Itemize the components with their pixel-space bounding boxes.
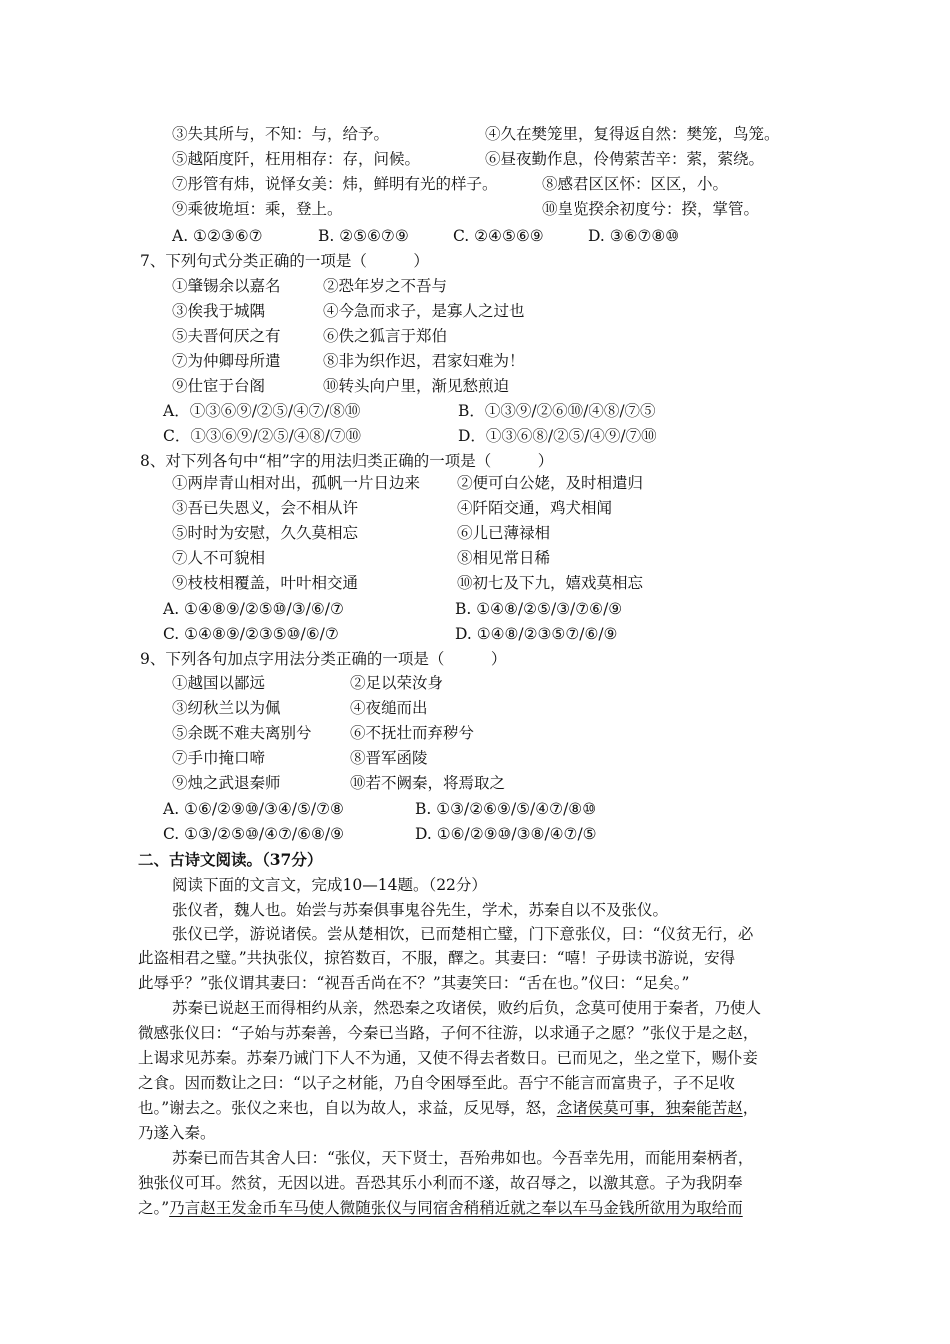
q9-item-2: ②足以荣汝身 xyxy=(350,674,444,692)
q6-option-6: ⑥昼夜勤作息，伶俜萦苦辛：萦，萦绕。 xyxy=(485,150,765,168)
q9-item-7: ⑦手巾掩口啼 xyxy=(172,749,266,767)
q7-item-4: ④今急而求子，是寡人之过也 xyxy=(323,302,525,320)
q6-answer-b: B. ②⑤⑥⑦⑨ xyxy=(318,227,409,245)
passage-para-3-line-6: 乃遂入秦。 xyxy=(138,1124,216,1142)
q6-answer-d: D. ③⑥⑦⑧⑩ xyxy=(588,227,680,245)
passage-para-1: 张仪者，魏人也。始尝与苏秦俱事鬼谷先生，学术，苏秦自以不及张仪。 xyxy=(172,901,669,919)
q8-item-4: ④阡陌交通，鸡犬相闻 xyxy=(457,499,613,517)
q9-answer-c: C. ①③/②⑤⑩/④⑦/⑥⑧/⑨ xyxy=(163,825,345,843)
passage-para-4-line-1: 苏秦已而告其舍人曰：“张仪，天下贤士，吾殆弗如也。今吾幸先用，而能用秦柄者， xyxy=(172,1149,754,1167)
q7-item-6: ⑥佚之狐言于郑伯 xyxy=(323,327,448,345)
passage-para-3-line-5 xyxy=(138,1097,758,1119)
underlined-sentence-2: 乃言赵王发金币车马使人微随张仪与同宿舍稍稍近就之奉以车马金钱所欲用为取给而 xyxy=(169,1199,743,1217)
passage-para-3-line-1: 苏秦已说赵王而得相约从亲，然恐秦之攻诸侯，败约后负，念莫可使用于秦者，乃使人 xyxy=(172,999,762,1017)
passage-para-3-line-3: 上谒求见苏秦。苏秦乃诫门下人不为通，又使不得去者数日。已而见之，坐之堂下，赐仆妾 xyxy=(138,1049,759,1067)
q8-item-1: ①两岸青山相对出，孤帆一片日边来 xyxy=(172,474,421,492)
q7-item-7: ⑦为仲卿母所遣 xyxy=(172,352,281,370)
q6-answer-c: C. ②④⑤⑥⑨ xyxy=(453,227,544,245)
passage-para-2-line-1: 张仪已学，游说诸侯。尝从楚相饮，已而楚相亡璧，门下意张仪，曰：“仪贫无行，必 xyxy=(172,925,754,943)
q6-option-10: ⑩皇览揆余初度兮：揆，掌管。 xyxy=(542,200,760,218)
q8-item-3: ③吾已失恩义，会不相从许 xyxy=(172,499,359,517)
q7-item-3: ③俟我于城隅 xyxy=(172,302,266,320)
q6-option-4: ④久在樊笼里，复得返自然：樊笼，鸟笼。 xyxy=(485,125,780,143)
q9-answer-d: D. ①⑥/②⑨⑩/③⑧/④⑦/⑤ xyxy=(415,825,597,843)
q7-answer-c: C．①③⑥⑨/②⑤/④⑧/⑦⑩ xyxy=(163,427,362,445)
passage-para-2-line-2: 此盗相君之璧。”共执张仪，掠笞数百，不服，醳之。其妻曰：“嘻！子毋读书游说，安得 xyxy=(138,949,736,967)
section-2-intro: 阅读下面的文言文，完成10—14题。（22分） xyxy=(172,876,487,894)
passage-para-3-line-2: 微感张仪曰：“子始与苏秦善，今秦已当路，子何不往游，以求通子之愿？”张仪于是之赵， xyxy=(138,1024,759,1042)
q9-item-9: ⑨烛之武退秦师 xyxy=(172,774,281,792)
q7-answer-d: D．①③⑥⑧/②⑤/④⑨/⑦⑩ xyxy=(458,427,657,445)
q9-answer-a: A. ①⑥/②⑨⑩/③④/⑤/⑦⑧ xyxy=(163,800,344,818)
q8-item-7: ⑦人不可貌相 xyxy=(172,549,266,567)
q8-answer-c: C. ①④⑧⑨/②③⑤⑩/⑥/⑦ xyxy=(163,625,339,643)
q8-item-2: ②便可白公姥，及时相遣归 xyxy=(457,474,644,492)
passage-para-4-line-3 xyxy=(138,1197,743,1219)
q9-item-5: ⑤余既不难夫离别兮 xyxy=(172,724,312,742)
q9-item-8: ⑧晋军函陵 xyxy=(350,749,428,767)
q6-option-9: ⑨乘彼垝垣：乘，登上。 xyxy=(172,200,343,218)
passage-para-3-line-4: 之食。因而数让之曰：“以子之材能，乃自令困辱至此。吾宁不能言而富贵子，子不足收 xyxy=(138,1074,735,1092)
q7-item-10: ⑩转头向户里，渐见愁煎迫 xyxy=(323,377,510,395)
q7-item-5: ⑤夫晋何厌之有 xyxy=(172,327,281,345)
q9-item-10: ⑩若不阙秦，将焉取之 xyxy=(350,774,506,792)
q6-option-8: ⑧感君区区怀：区区，小。 xyxy=(542,175,729,193)
q9-item-3: ③纫秋兰以为佩 xyxy=(172,699,281,717)
q7-item-9: ⑨仕宦于台阁 xyxy=(172,377,266,395)
q8-item-5: ⑤时时为安慰，久久莫相忘 xyxy=(172,524,359,542)
section-2-heading: 二、古诗文阅读。（37分） xyxy=(138,850,323,869)
q7-item-1: ①肇锡余以嘉名 xyxy=(172,277,281,295)
q6-option-3: ③失其所与，不知：与，给予。 xyxy=(172,125,390,143)
q9-item-4: ④夜缒而出 xyxy=(350,699,428,717)
passage-text: ， xyxy=(742,1099,759,1117)
q8-item-9: ⑨枝枝相覆盖，叶叶相交通 xyxy=(172,574,359,592)
passage-para-2-line-3: 此辱乎？”张仪谓其妻曰：“视吾舌尚在不？”其妻笑曰：“舌在也。”仪曰：“足矣。” xyxy=(138,974,690,992)
q6-answer-a: A. ①②③⑥⑦ xyxy=(172,227,263,245)
q8-item-6: ⑥儿已薄禄相 xyxy=(457,524,551,542)
q8-item-10: ⑩初七及下九，嬉戏莫相忘 xyxy=(457,574,644,592)
q7-item-2: ②恐年岁之不吾与 xyxy=(323,277,448,295)
q9-answer-b: B. ①③/②⑥⑨/⑤/④⑦/⑧⑩ xyxy=(415,800,597,818)
passage-text: 也。”谢去之。张仪之来也，自以为故人，求益，反见辱，怒， xyxy=(138,1099,557,1117)
q7-answer-b: B．①③⑨/②⑥⑩/④⑧/⑦⑤ xyxy=(458,402,656,420)
q8-stem: 8、对下列各句中“相”字的用法归类正确的一项是（ ） xyxy=(140,452,554,470)
q9-item-6: ⑥不抚壮而弃秽兮 xyxy=(350,724,475,742)
q8-item-8: ⑧相见常日稀 xyxy=(457,549,551,567)
q6-option-5: ⑤越陌度阡，枉用相存：存，问候。 xyxy=(172,150,421,168)
passage-para-4-line-2: 独张仪可耳。然贫，无因以进。吾恐其乐小利而不遂，故召辱之，以激其意。子为我阴奉 xyxy=(138,1174,743,1192)
q6-option-7: ⑦彤管有炜，说怿女美：炜，鲜明有光的样子。 xyxy=(172,175,498,193)
q9-item-1: ①越国以鄙远 xyxy=(172,674,266,692)
q9-stem: 9、下列各句加点字用法分类正确的一项是（ ） xyxy=(140,650,507,668)
passage-text: 之。” xyxy=(138,1199,170,1217)
q7-item-8: ⑧非为织作迟，君家妇难为！ xyxy=(323,352,525,370)
q8-answer-a: A. ①④⑧⑨/②⑤⑩/③/⑥/⑦ xyxy=(163,600,344,618)
q7-answer-a: A．①③⑥⑨/②⑤/④⑦/⑧⑩ xyxy=(163,402,361,420)
q8-answer-b: B. ①④⑧/②⑤/③/⑦⑥/⑨ xyxy=(455,600,623,618)
q8-answer-d: D. ①④⑧/②③⑤⑦/⑥/⑨ xyxy=(455,625,618,643)
q7-stem: 7、下列句式分类正确的一项是（ ） xyxy=(140,252,429,270)
underlined-sentence-1: 念诸侯莫可事，独秦能苦赵 xyxy=(556,1099,743,1117)
